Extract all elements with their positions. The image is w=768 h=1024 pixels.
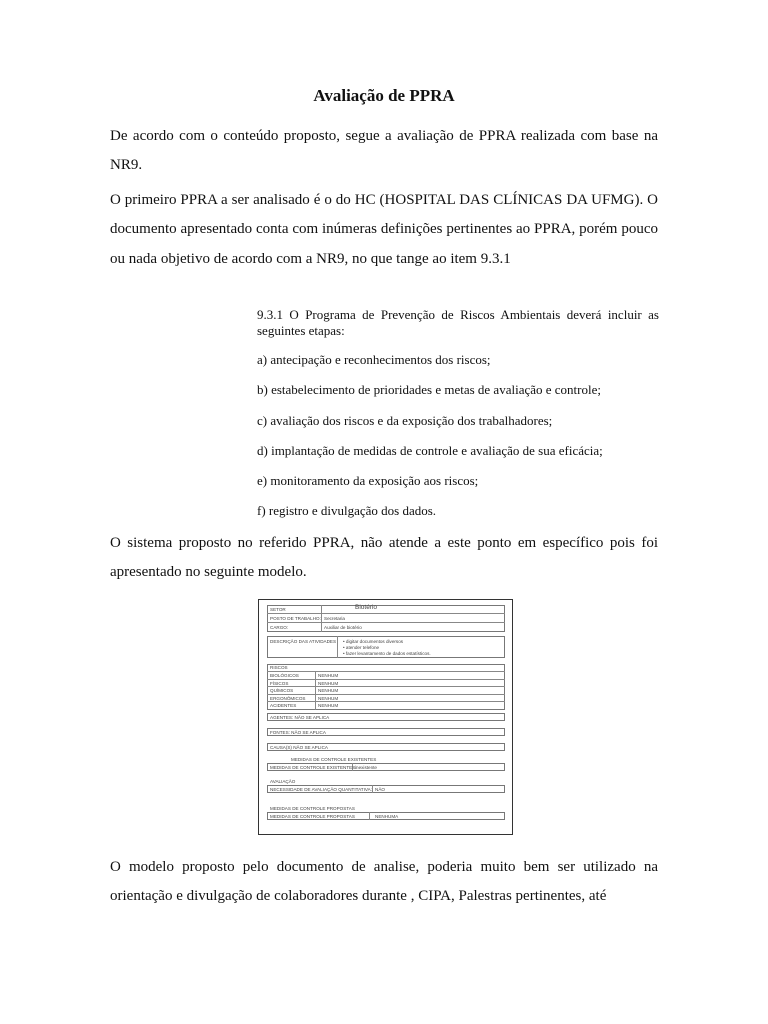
- form-medidas-propostas-title: MEDIDAS DE CONTROLE PROPOSTAS: [270, 806, 355, 811]
- form-fontes: FONTES: NÃO SE APLICA: [270, 729, 326, 735]
- form-setor-label: SETOR: [270, 607, 286, 612]
- quote-nr9-intro: 9.3.1 O Programa de Prevenção de Riscos Ambientais deverá incluir as seguintes etapas:: [257, 307, 659, 338]
- paragraph-hc-analysis: O primeiro PPRA a ser analisado é o do HC (HOSPITAL DAS CLÍNICAS DA UFMG). O documento apresentado conta com inúmeras definições pertinentes ao PPRA, porém pouco ou nada objetivo de acordo com a NR9, no que tange ao item 9.3.1: [110, 192, 658, 267]
- form-medidas-existentes-value: inexistente: [355, 764, 377, 770]
- form-risco-value: NENHUM: [318, 695, 339, 701]
- form-necessidade-value: NÃO: [375, 786, 385, 792]
- paragraph-intro: De acordo com o conteúdo proposto, segue a avaliação de PPRA realizada com base na NR9.: [110, 128, 658, 174]
- form-risco-name: ERGONÔMICOS: [270, 695, 306, 701]
- form-causas: CAUSA(S) NÃO SE APLICA: [270, 744, 328, 750]
- quote-item-d: d) implantação de medidas de controle e avaliação de sua eficácia;: [257, 443, 603, 458]
- form-riscos-label: RISCOS: [270, 665, 288, 670]
- form-risco-name: FÍSICOS: [270, 680, 289, 686]
- paragraph-system-model: O sistema proposto no referido PPRA, não atende a este ponto em específico pois foi apresentado no seguinte modelo.: [110, 535, 658, 581]
- form-cargo-value: Auxiliar de biotério: [324, 625, 362, 630]
- paragraph-model-usage: O modelo proposto pelo documento de analise, poderia muito bem ser utilizado na orientação e divulgação de colaboradores durante , CIPA, Palestras pertinentes, até: [110, 859, 658, 905]
- form-medidas-propostas-label: MEDIDAS DE CONTROLE PROPOSTAS: [270, 813, 355, 819]
- form-atividade-3: • fazer levantamento de dados estatísticos.: [343, 651, 431, 656]
- form-risco-value: NENHUM: [318, 703, 339, 709]
- form-risco-value: NENHUM: [318, 673, 339, 678]
- form-risco-value: NENHUM: [318, 680, 339, 686]
- form-setor-value: Biotério: [355, 604, 378, 611]
- form-medidas-existentes-title: MEDIDAS DE CONTROLE EXISTENTES: [291, 757, 377, 762]
- quote-item-e: e) monitoramento da exposição aos riscos;: [257, 473, 479, 488]
- quote-item-b: b) estabelecimento de prioridades e metas de avaliação e controle;: [257, 382, 601, 397]
- form-medidas-existentes-label: MEDIDAS DE CONTROLE EXISTENTES:: [270, 764, 357, 770]
- form-cargo-label: CARGO:: [270, 625, 289, 630]
- form-medidas-propostas-value: NENHUMA: [375, 813, 399, 819]
- ppra-form-figure: [258, 599, 513, 835]
- form-atividade-2: • atender telefone: [343, 645, 380, 650]
- form-posto-label: POSTO DE TRABALHO:: [270, 616, 321, 621]
- form-risco-name: ACIDENTES: [270, 703, 297, 709]
- form-necessidade-label: NECESSIDADE DE AVALIAÇÃO QUANTITATIVA:: [270, 786, 372, 792]
- quote-item-a: a) antecipação e reconhecimentos dos riscos;: [257, 352, 491, 367]
- form-agentes: AGENTES: NÃO SE APLICA: [270, 714, 330, 720]
- form-descricao-label: DESCRIÇÃO DAS ATIVIDADES: [270, 639, 337, 644]
- quote-item-f: f) registro e divulgação dos dados.: [257, 503, 437, 518]
- form-risco-name: BIOLÓGICOS: [270, 673, 299, 678]
- form-atividade-1: • digitar documentos diversos: [343, 639, 404, 644]
- quote-item-c: c) avaliação dos riscos e da exposição dos trabalhadores;: [257, 413, 553, 428]
- page-title: Avaliação de PPRA: [313, 86, 455, 105]
- form-risco-name: QUÍMICOS: [270, 688, 294, 694]
- form-posto-value: Secretaria: [324, 616, 345, 621]
- form-risco-value: NENHUM: [318, 688, 339, 694]
- form-avaliacao-title: AVALIAÇÃO: [270, 779, 296, 784]
